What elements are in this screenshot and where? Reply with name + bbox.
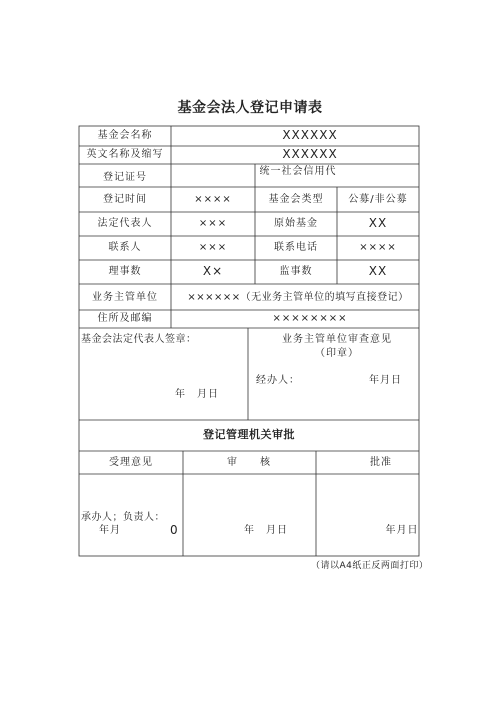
supervisors-count-value: XX <box>368 264 388 278</box>
handler-label: 经办人： <box>256 375 300 386</box>
handler-date: 年月日 <box>369 375 402 386</box>
authority-opinion-label: 业务主管单位审查意见 <box>282 334 392 345</box>
acceptance-opinion-header: 受理意见 <box>109 457 153 468</box>
english-name-label: 英文名称及缩写 <box>86 149 164 160</box>
legal-rep-signature-date: 年 月日 <box>175 389 219 400</box>
registration-cert-label: 登记证号 <box>103 172 147 183</box>
foundation-name-label: 基金会名称 <box>97 130 153 141</box>
original-fund-label: 原始基金 <box>274 218 318 229</box>
foundation-type-label: 基金会类型 <box>268 194 324 205</box>
address-postcode-label: 住所及邮编 <box>97 313 153 324</box>
approve-header: 批准 <box>370 457 392 468</box>
form-title: 基金会法人登记申请表 <box>177 100 323 116</box>
directors-count-value: X× <box>202 264 224 278</box>
contact-person-value: ××× <box>198 242 228 253</box>
supervising-authority-label: 业务主管单位 <box>92 292 158 303</box>
review-date: 年 月日 <box>244 525 288 536</box>
contact-phone-label: 联系电话 <box>274 242 318 253</box>
directors-count-label: 理事数 <box>108 266 142 277</box>
acceptance-mark: 0 <box>170 523 179 537</box>
undertaker-label: 承办人；负责人： <box>81 512 165 523</box>
contact-phone-value: ×××× <box>359 242 397 253</box>
legal-representative-label: 法定代表人 <box>97 218 153 229</box>
foundation-name-value: XXXXXX <box>282 128 338 142</box>
original-fund-value: XX <box>368 216 388 230</box>
legal-rep-signature-label: 基金会法定代表人签章： <box>81 334 197 345</box>
english-name-value: XXXXXX <box>282 147 338 161</box>
contact-person-label: 联系人 <box>108 242 142 253</box>
registration-date-value: ×××× <box>194 194 232 205</box>
registration-date-label: 登记时间 <box>103 194 147 205</box>
supervisors-count-label: 监事数 <box>279 266 313 277</box>
supervising-authority-value: ××××××（无业务主管单位的填写直接登记） <box>187 292 409 303</box>
address-postcode-value: ×××××××× <box>272 313 348 324</box>
acceptance-date: 年月 <box>99 525 121 536</box>
credit-code-label: 统一社会信用代 <box>259 166 337 177</box>
foundation-type-value: 公募/非公募 <box>348 194 408 205</box>
approval-section-title: 登记管理机关审批 <box>203 428 295 441</box>
print-instruction: （请以A4纸正反两面打印） <box>311 561 429 571</box>
seal-label: （印章） <box>315 348 359 359</box>
review-header: 审 核 <box>227 457 271 468</box>
legal-representative-value: ××× <box>198 218 228 229</box>
approve-date: 年月日 <box>385 525 419 536</box>
